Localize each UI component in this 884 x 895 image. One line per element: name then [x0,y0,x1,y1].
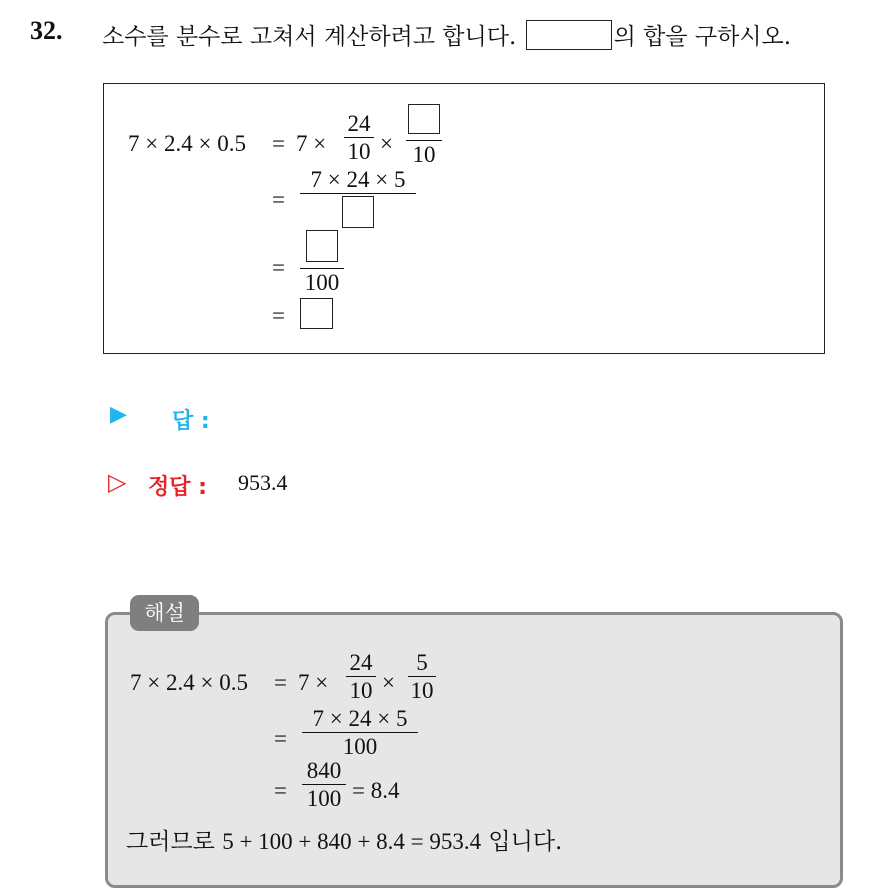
expl-frac-24-10 [346,651,376,702]
correct-answer-label: 정답 : [148,475,207,500]
answer-arrow-icon: ▶ [110,402,127,427]
problem-frac-24-10 [344,112,374,163]
frac-denominator: 10 [349,678,373,703]
problem-times: × [380,131,393,156]
question-text-after: 의 합을 구하시오. [613,24,792,50]
expl-result: = 8.4 [352,778,400,803]
frac-denominator: 10 [347,139,371,164]
problem-answer-blank [300,298,333,329]
frac-numerator: 840 [306,758,342,783]
expl-conclusion-suffix: 입니다. [488,829,563,855]
frac-denominator: 100 [304,270,340,295]
frac-bar [302,784,346,785]
correct-answer-arrow-icon: ▷ [108,468,127,496]
expl-eq-3: = [274,778,287,803]
frac-denominator: 10 [410,678,434,703]
question-text-before: 소수를 분수로 고쳐서 계산하려고 합니다. [102,24,517,50]
expl-frac-product-100 [302,707,418,758]
blank-box [408,104,440,134]
question-number: 32. [30,16,63,45]
frac-numerator [406,104,442,138]
frac-denominator: 100 [342,734,378,759]
frac-numerator [300,230,344,266]
problem-lhs: 7 × 2.4 × 0.5 [128,131,246,156]
problem-eq-4: = [272,303,285,328]
problem-line1-prefix: 7 × [296,131,327,156]
expl-frac-840-100 [302,759,346,810]
expl-eq-2: = [274,726,287,751]
frac-bar [300,268,344,269]
question-blank-box [526,20,612,50]
expl-frac-5-10 [408,651,436,702]
problem-eq-2: = [272,187,285,212]
problem-eq-3: = [272,255,285,280]
frac-numerator: 5 [416,650,428,675]
problem-eq-1: = [272,131,285,156]
frac-denominator [300,196,416,232]
frac-denominator: 10 [412,142,436,167]
frac-bar [344,137,374,138]
blank-box [306,230,338,262]
explanation-panel [105,612,843,888]
problem-box [103,83,825,354]
blank-box [342,196,374,228]
expl-eq-1: = [274,670,287,695]
frac-bar [406,140,442,141]
expl-conclusion [126,830,562,854]
problem-frac-product-blank [300,168,416,232]
expl-line1-prefix: 7 × [298,670,329,695]
answer-label: 답 : [172,409,210,434]
frac-numerator: 7 × 24 × 5 [310,167,406,192]
frac-bar [300,193,416,194]
frac-bar [408,676,436,677]
frac-numerator: 7 × 24 × 5 [312,706,408,731]
frac-denominator: 100 [306,786,342,811]
frac-numerator: 24 [347,111,371,136]
problem-frac-blank-100 [300,230,344,294]
correct-answer-value: 953.4 [238,470,288,495]
expl-conclusion-prefix: 그러므로 [126,829,215,855]
explanation-tag: 해설 [130,595,199,631]
frac-bar [346,676,376,677]
problem-frac-blank-10 [406,104,442,166]
frac-numerator: 24 [349,650,373,675]
question-text [102,18,791,51]
expl-conclusion-math: 5 + 100 + 840 + 8.4 = 953.4 [222,829,482,854]
expl-times: × [382,670,395,695]
frac-bar [302,732,418,733]
expl-lhs: 7 × 2.4 × 0.5 [130,670,248,695]
